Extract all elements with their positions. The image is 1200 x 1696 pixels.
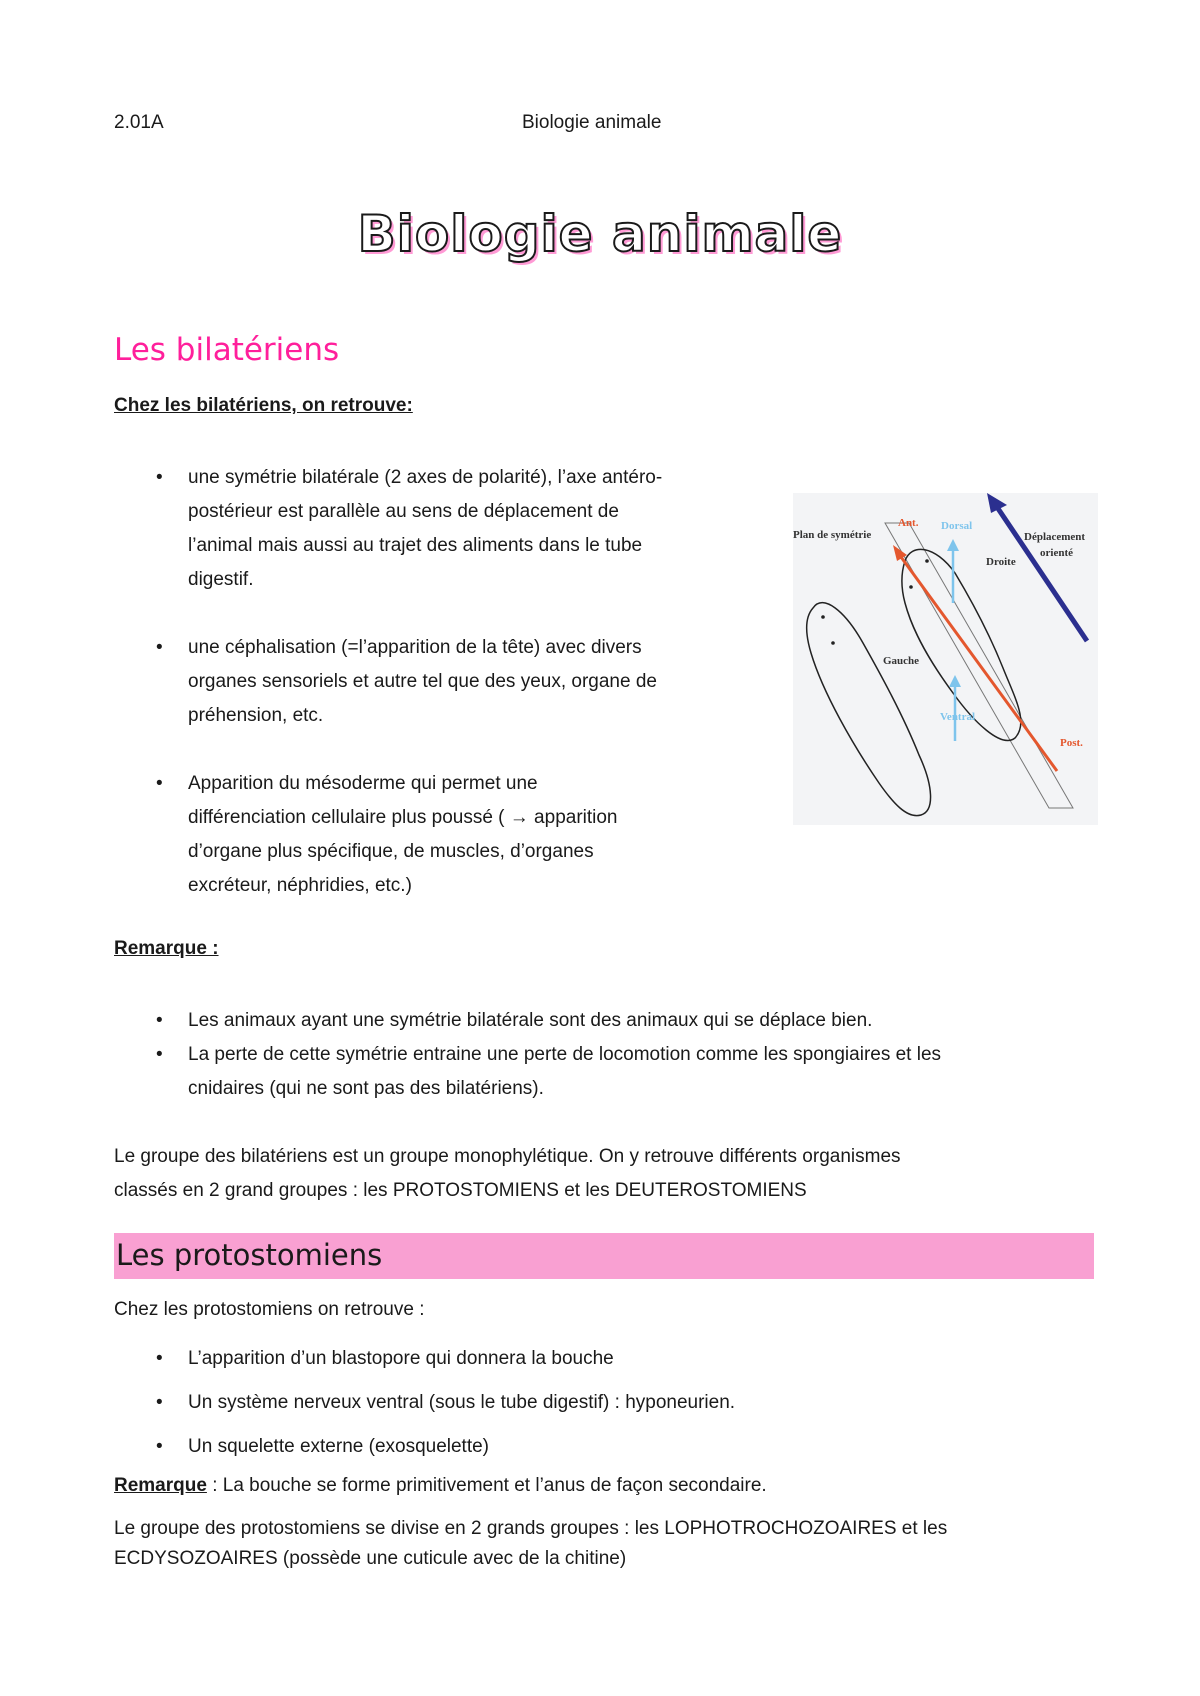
protostomiens-bullet-list xyxy=(114,1337,1114,1469)
section-heading-protostomiens: Les protostomiens xyxy=(116,1238,383,1272)
label-dorsal: Dorsal xyxy=(941,520,973,532)
bullet-icon: • xyxy=(156,1044,163,1065)
remark-bullet-list xyxy=(114,1004,1114,1106)
eye-dot xyxy=(925,559,929,563)
section-heading-bilateriens: Les bilatériens xyxy=(114,332,340,368)
bullet-icon: • xyxy=(156,773,163,794)
label-plan: Plan de symétrie xyxy=(793,529,872,541)
bullet-icon: • xyxy=(156,1436,163,1457)
bilateriens-paragraph: Le groupe des bilatériens est un groupe monophylétique. On y retrouve différents organismes classés en 2 grand groupes : les PROTOSTOMIENS et les DEUTEROSTOMIENS xyxy=(114,1146,901,1201)
deplacement-arrowhead-icon xyxy=(987,493,1007,513)
left-body-outline xyxy=(807,603,931,816)
dorsal-arrowhead-icon xyxy=(947,539,959,551)
protostomiens-intro: Chez les protostomiens on retrouve : xyxy=(114,1299,425,1320)
eye-dot xyxy=(831,641,835,645)
eye-dot xyxy=(821,615,825,619)
list-item: • une céphalisation (=l’apparition de la tête) avec divers organes sensoriels et autre tel que des yeux, organe de préhension, etc. xyxy=(114,631,804,733)
bullet-icon: • xyxy=(156,467,163,488)
document-title: Biologie animale xyxy=(357,205,843,263)
deplacement-arrow xyxy=(997,507,1087,641)
bilateriens-bullet-list xyxy=(114,461,804,903)
bullet-icon: • xyxy=(156,1010,163,1031)
header-code: 2.01A xyxy=(114,112,164,133)
protostomiens-remark xyxy=(114,1469,1114,1503)
list-item: • La perte de cette symétrie entraine une perte de locomotion comme les spongiaires et les cnidaires (qui ne sont pas des bilatériens). xyxy=(114,1038,1114,1106)
remark-heading: Remarque : xyxy=(114,938,219,959)
bullet-icon: • xyxy=(156,1348,163,1369)
list-item: • Apparition du mésoderme qui permet une différenciation cellulaire plus poussé ( → apparition d’organe plus spécifique, de muscles, d’organes excréteur, néphridies, etc.) xyxy=(114,767,804,903)
list-item: • L’apparition d’un blastopore qui donnera la bouche xyxy=(114,1337,1114,1381)
list-item: • Les animaux ayant une symétrie bilatérale sont des animaux qui se déplace bien. xyxy=(114,1004,1114,1038)
label-post: Post. xyxy=(1060,737,1083,749)
bullet-icon: • xyxy=(156,1392,163,1413)
label-gauche: Gauche xyxy=(883,655,920,667)
ant-post-arrow xyxy=(901,557,1057,771)
bilateral-symmetry-figure xyxy=(793,493,1098,825)
ventral-arrowhead-icon xyxy=(949,675,961,687)
bullet-icon: • xyxy=(156,637,163,658)
label-ventral: Ventral xyxy=(940,711,976,723)
eye-dot xyxy=(909,585,913,589)
symmetry-diagram xyxy=(793,493,1098,825)
label-oriente: orienté xyxy=(1040,547,1073,559)
remark-label: Remarque xyxy=(114,1475,207,1496)
list-item: • une symétrie bilatérale (2 axes de polarité), l’axe antéro- postérieur est parallèle au sens de déplacement de l’animal mais aussi au trajet des aliments dans le tube digestif. xyxy=(114,461,804,597)
protostomiens-paragraph: Le groupe des protostomiens se divise en 2 grands groupes : les LOPHOTROCHOZOAIRES et les ECDYSOZOAIRES (possède une cuticule avec de la chitine) xyxy=(114,1518,948,1569)
list-item: • Un système nerveux ventral (sous le tube digestif) : hyponeurien. xyxy=(114,1381,1114,1425)
header-subject: Biologie animale xyxy=(522,112,662,133)
remark-text: : La bouche se forme primitivement et l’anus de façon secondaire. xyxy=(206,1475,767,1496)
subheading-bilateriens: Chez les bilatériens, on retrouve: xyxy=(114,395,413,416)
label-deplacement: Déplacement xyxy=(1024,531,1086,543)
ant-arrowhead-icon xyxy=(893,545,907,561)
list-item: • Un squelette externe (exosquelette) xyxy=(114,1425,1114,1469)
label-ant: Ant. xyxy=(898,517,919,529)
label-droite: Droite xyxy=(986,556,1016,568)
